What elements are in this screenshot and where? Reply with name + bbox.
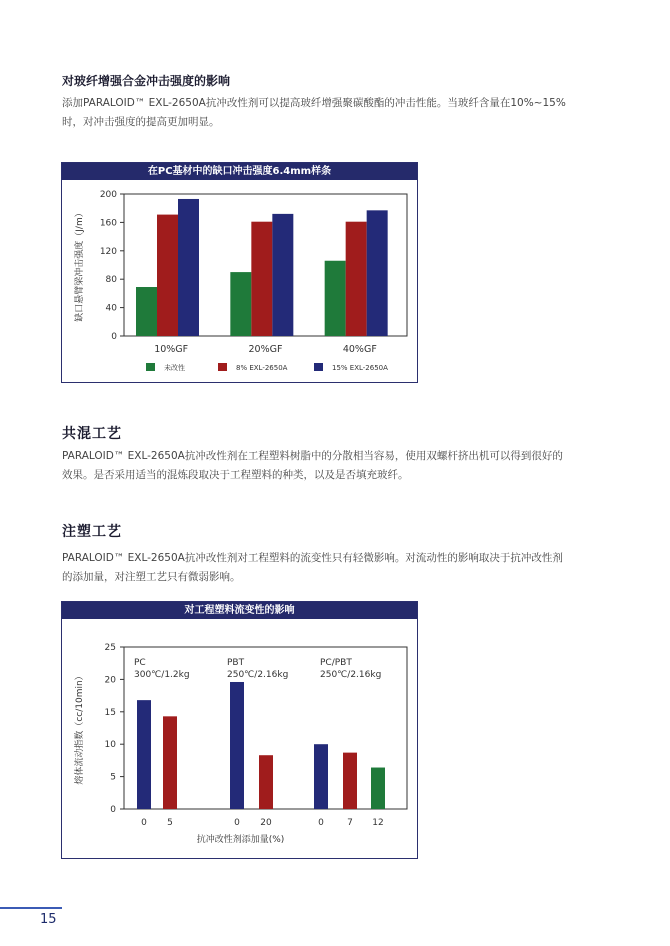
flow-chart xyxy=(62,619,417,857)
y-tick-label: 80 xyxy=(105,275,117,286)
legend-label: 8% EXL-2650A xyxy=(236,364,288,372)
bar xyxy=(178,199,199,336)
y-tick-label: 20 xyxy=(104,675,116,686)
bar xyxy=(272,214,293,336)
bar xyxy=(325,261,346,336)
y-tick-label: 15 xyxy=(104,707,116,718)
chart-header: 在PC基材中的缺口冲击强度6.4mm样条 xyxy=(62,163,417,180)
section-title-compounding: 共混工艺 xyxy=(62,426,122,442)
section-title-injection: 注塑工艺 xyxy=(62,524,122,540)
x-tick-label: 20%GF xyxy=(248,344,283,355)
y-axis-label: 缺口悬臂梁冲击强度（J/m） xyxy=(75,208,85,322)
y-tick-label: 0 xyxy=(110,805,116,815)
paragraph-line: 效果。是否采用适当的混炼段取决于工程塑料的种类，以及是否填充玻纤。 xyxy=(62,469,409,481)
bar xyxy=(230,682,244,809)
paragraph-line: 时，对冲击强度的提高更加明显。 xyxy=(62,116,220,128)
group-condition: 250℃/2.16kg xyxy=(320,670,382,680)
page-rule xyxy=(0,907,62,909)
legend-label: 未改性 xyxy=(164,364,185,372)
bar xyxy=(343,753,357,809)
paragraph-line: 的添加量，对注塑工艺只有微弱影响。 xyxy=(62,571,241,583)
x-tick-label: 20 xyxy=(260,818,272,828)
y-axis-label: 熔体流动指数（cc/10min） xyxy=(75,671,85,785)
section-paragraph-impact xyxy=(62,94,622,132)
x-tick-label: 40%GF xyxy=(342,344,377,355)
y-tick-label: 25 xyxy=(104,643,116,653)
bar xyxy=(367,210,388,336)
bar xyxy=(136,287,157,336)
y-tick-label: 40 xyxy=(105,303,117,314)
bar xyxy=(137,700,151,809)
section-paragraph-compounding xyxy=(62,447,632,485)
group-condition: 250℃/2.16kg xyxy=(227,670,289,680)
paragraph-line: PARALOID™ EXL-2650A抗冲改性剂对工程塑料的流变性只有轻微影响。对流动性的影响取决于抗冲改性剂 xyxy=(62,552,563,564)
chart-header: 对工程塑料流变性的影响 xyxy=(62,602,417,619)
y-tick-label: 160 xyxy=(99,218,117,229)
x-tick-label: 5 xyxy=(167,818,173,828)
legend-swatch xyxy=(146,363,155,371)
group-label: PC/PBT xyxy=(320,658,352,668)
x-tick-label: 7 xyxy=(347,818,353,828)
group-condition: 300℃/1.2kg xyxy=(134,670,190,680)
y-tick-label: 10 xyxy=(104,740,116,751)
bar xyxy=(314,744,328,809)
bar xyxy=(251,222,272,336)
x-tick-label: 10%GF xyxy=(154,344,189,355)
y-tick-label: 120 xyxy=(99,246,117,257)
group-label: PC xyxy=(134,658,146,668)
bar xyxy=(163,716,177,809)
group-label: PBT xyxy=(227,658,245,668)
bar xyxy=(230,272,251,336)
impact-chart-box xyxy=(61,162,418,383)
page-number: 15 xyxy=(40,912,57,927)
bar xyxy=(371,768,385,809)
legend-swatch xyxy=(314,363,323,371)
bar xyxy=(259,755,273,809)
x-tick-label: 0 xyxy=(234,818,240,828)
x-tick-label: 0 xyxy=(318,818,324,828)
y-tick-label: 200 xyxy=(99,190,117,200)
paragraph-line: PARALOID™ EXL-2650A抗冲改性剂在工程塑料树脂中的分散相当容易，使用双螺杆挤出机可以得到很好的 xyxy=(62,450,563,462)
impact-chart xyxy=(62,180,417,381)
section-title-impact: 对玻纤增强合金冲击强度的影响 xyxy=(62,74,231,88)
x-tick-label: 12 xyxy=(372,818,384,828)
legend-swatch xyxy=(218,363,227,371)
paragraph-line: 添加PARALOID™ EXL-2650A抗冲改性剂可以提高玻纤增强聚碳酸酯的冲击性能。当玻纤含量在10%~15% xyxy=(62,97,566,109)
flow-chart-box xyxy=(61,601,418,859)
bar xyxy=(346,222,367,336)
bar xyxy=(157,215,178,336)
y-tick-label: 5 xyxy=(110,772,116,783)
x-axis-label: 抗冲改性剂添加量(%) xyxy=(196,835,285,845)
y-tick-label: 0 xyxy=(111,332,117,342)
legend-label: 15% EXL-2650A xyxy=(332,364,388,372)
x-tick-label: 0 xyxy=(141,818,147,828)
section-paragraph-injection xyxy=(62,549,632,587)
